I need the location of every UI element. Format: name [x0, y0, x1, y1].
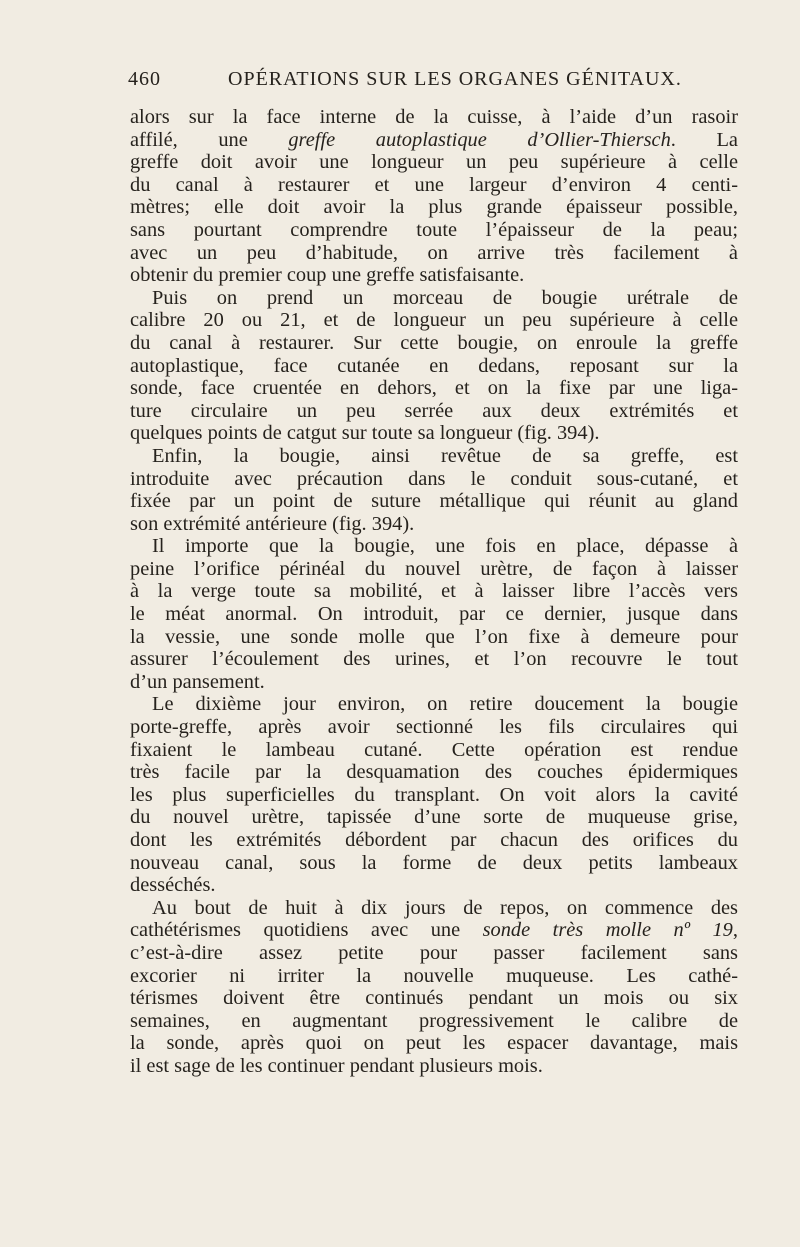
text-line: autoplastique, face cutanée en dedans, reposant sur la: [130, 354, 738, 377]
text-line: greffe doit avoir une longueur un peu supérieure à celle: [130, 151, 738, 174]
text-line: il est sage de les continuer pendant plusieurs mois.: [130, 1054, 543, 1077]
text-line: du nouvel urètre, tapissée d’une sorte de muqueuse grise,: [130, 806, 738, 829]
text-line: dont les extrémités débordent par chacun des orifices du: [130, 829, 738, 851]
text-line: mètres; elle doit avoir la plus grande épaisseur possible,: [130, 196, 738, 219]
text-line: le méat anormal. On introduit, par ce dernier, jusque dans: [130, 603, 738, 626]
text-line: son extrémité antérieure (fig. 394).: [130, 512, 415, 535]
text-line: Le dixième jour environ, on retire doucement la bougie: [152, 693, 738, 716]
text-line: la vessie, une sonde molle que l’on fixe à demeure pour: [130, 625, 738, 648]
text-line: introduite avec précaution dans le conduit sous-cutané, et: [130, 467, 738, 490]
text-line: d’un pansement.: [130, 670, 265, 693]
text-line: excorier ni irriter la nouvelle muqueuse. Les cathé-: [130, 964, 738, 987]
text-line: sonde, face cruentée en dehors, et on la fixe par une liga-: [130, 377, 738, 400]
text-line: du canal à restaurer. Sur cette bougie, on enroule la greffe: [130, 331, 738, 354]
text-line: c’est-à-dire assez petite pour passer facilement sans: [130, 941, 738, 964]
text-line: Enfin, la bougie, ainsi revêtue de sa greffe, est: [152, 444, 738, 467]
running-title: OPÉRATIONS SUR LES ORGANES GÉNITAUX.: [228, 68, 682, 90]
text-line: alors sur la face interne de la cuisse, à l’aide d’un rasoir: [130, 106, 738, 128]
text-line: du canal à restaurer et une largeur d’environ 4 centi-: [130, 173, 738, 196]
text-line: semaines, en augmentant progressivement le calibre de: [130, 1009, 738, 1032]
text-line: térismes doivent être continués pendant un mois ou six: [130, 987, 738, 1010]
text-line: porte-greffe, après avoir sectionné les fils circulaires qui: [130, 716, 738, 739]
text-line: obtenir du premier coup une greffe satisfaisante.: [130, 264, 525, 287]
text-line: Puis on prend un morceau de bougie urétrale de: [152, 286, 738, 309]
text-line: peine l’orifice périnéal du nouvel urètre, de façon à laisser: [130, 557, 738, 580]
text-line: avec un peu d’habitude, on arrive très facilement à: [130, 241, 738, 264]
text-line: quelques points de catgut sur toute sa longueur (fig. 394).: [130, 422, 600, 445]
text-line: la sonde, après quoi on peut les espacer davantage, mais: [130, 1032, 738, 1055]
text-line: ture circulaire un peu serrée aux deux extrémités et: [130, 399, 738, 422]
text-line: les plus superficielles du transplant. On voit alors la cavité: [130, 783, 738, 806]
text-line: fixaient le lambeau cutané. Cette opération est rendue: [130, 738, 738, 761]
text-line: desséchés.: [130, 874, 216, 897]
text-line: fixée par un point de suture métallique qui réunit au gland: [130, 490, 738, 513]
page-header: [128, 68, 740, 98]
text-line: nouveau canal, sous la forme de deux petits lambeaux: [130, 851, 738, 874]
text-line: sans pourtant comprendre toute l’épaisseur de la peau;: [130, 218, 738, 241]
text-line: Au bout de huit à dix jours de repos, on commence des: [152, 896, 738, 919]
italic-term: greffe autoplastique d’Ollier-Thiersch: [288, 128, 671, 151]
text-line: à la verge toute sa mobilité, et à laisser libre l’accès vers: [130, 580, 738, 603]
text-line: Il importe que la bougie, une fois en place, dépasse à: [152, 535, 738, 558]
text-line: calibre 20 ou 21, et de longueur un peu supérieure à celle: [130, 309, 738, 332]
page-number: 460: [128, 68, 161, 90]
italic-term: sonde très molle nº 19: [482, 919, 733, 942]
text-line: affilé, une greffe autoplastique d’Ollier-Thiersch. La: [130, 128, 738, 151]
text-line: assurer l’écoulement des urines, et l’on recouvre le tout: [130, 648, 738, 671]
text-line: très facile par la desquamation des couches épidermiques: [130, 761, 738, 784]
body-text: [130, 106, 738, 1078]
text-line: cathétérismes quotidiens avec une sonde très molle nº 19,: [130, 919, 738, 942]
